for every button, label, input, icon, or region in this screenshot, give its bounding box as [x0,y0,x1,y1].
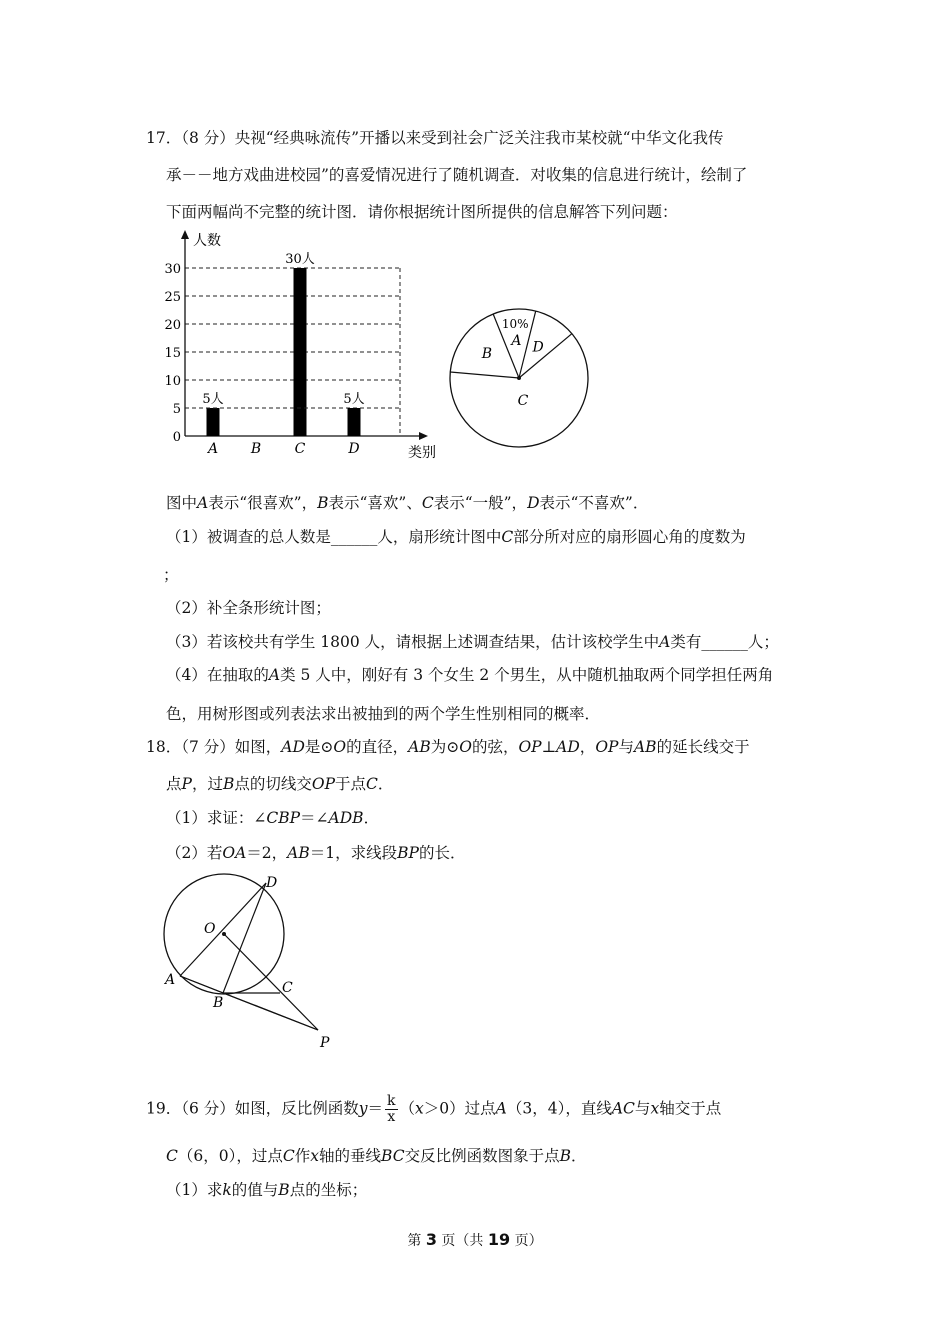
label-d: D [266,875,278,891]
x-tick-label: C [294,441,306,457]
pie-label-D: D [532,339,544,356]
geometry-figure [160,870,340,1055]
q19-part-1: （1）求k的值与B点的坐标； [166,1181,368,1199]
pie-chart [440,300,600,460]
bar-value-label: 5人 [343,392,365,407]
x-tick-label: D [348,441,360,457]
bar-chart [160,225,450,465]
page-footer: 第 3 页（共 19 页） [407,1230,543,1249]
page-number: 3 [425,1230,437,1249]
q19-line-2: C（6，0），过点C作x轴的垂线BC交反比例函数图象于点B． [166,1147,587,1165]
q18-line-2: 点P，过B点的切线交OP于点C． [166,775,394,793]
label-o: O [204,921,216,937]
y-tick-label: 0 [172,430,181,445]
segment-op [224,934,318,1030]
x-axis-arrow [419,432,428,440]
q17-part-1: （1）被调查的总人数是______人，扇形统计图中C部分所对应的扇形圆心角的度数为 [166,528,746,546]
pie-label-A: A [511,333,522,350]
label-c: C [282,980,293,996]
center-dot [222,932,226,936]
bar-A [207,408,220,436]
q17-part-1-end: ； [163,566,179,584]
label-a: A [165,972,176,988]
bar-value-label: 5人 [202,392,224,407]
y-tick-label: 20 [164,318,181,333]
q18-part-1: （1）求证：∠CBP＝∠ADB． [166,809,380,827]
bar-C [294,268,307,436]
segment-ad [180,883,266,976]
y-tick-label: 30 [164,262,181,277]
q17-line-1: 17．（8 分）央视“经典咏流传”开播以来受到社会广泛关注我市某校就“中华文化我传 [146,129,724,147]
y-tick-label: 10 [164,374,181,389]
y-tick-label: 5 [172,402,181,417]
pie-label-B: B [481,346,492,363]
x-tick-label: B [250,441,262,457]
q17-part-4-cont: 色，用树形图或列表法求出被抽到的两个学生性别相同的概率． [166,705,601,723]
q18-line-1: 18．（7 分）如图，AD是⊙O的直径，AB为⊙O的弦，OP⊥AD，OP与AB的延长线交于 [146,738,750,756]
q19-line-1: 19．（6 分）如图，反比例函数y＝ $\frac{k}{x}$ （x＞0）过点A（3，4），直线AC与x轴交于点 [146,1093,722,1125]
pie-label-C: C [517,393,529,409]
y-tick-label: 15 [164,346,181,361]
q17-line-2: 承－－地方戏曲进校园”的喜爱情况进行了随机调查．对收集的信息进行统计，绘制了 [166,166,748,184]
label-b: B [213,995,224,1011]
q18-part-2: （2）若OA＝2，AB＝1，求线段BP的长． [166,844,466,862]
x-axis-label: 类别 [408,445,436,461]
q17-legend: 图中A表示“很喜欢”，B表示“喜欢”、C表示“一般”，D表示“不喜欢”． [166,494,649,512]
bar-value-label: 30人 [285,252,315,267]
segment-ap-ext [180,976,318,1030]
label-p: P [320,1035,330,1051]
pie-center-dot [517,376,521,380]
pie-percent-label: 10% [501,317,529,332]
bar-D [348,408,361,436]
x-tick-label: A [207,441,219,457]
y-axis-arrow [181,230,189,239]
segment-bd [223,883,266,993]
y-axis-label: 人数 [193,233,221,249]
q17-part-2: （2）补全条形统计图； [166,599,331,617]
q17-line-3: 下面两幅尚不完整的统计图．请你根据统计图所提供的信息解答下列问题： [166,203,678,221]
y-tick-label: 25 [164,290,181,305]
q17-part-4: （4）在抽取的A类 5 人中，刚好有 3 个女生 2 个男生，从中随机抽取两个同学担任两角 [166,666,774,684]
page-total: 19 [487,1230,511,1249]
pie-divider [450,372,519,378]
q17-part-3: （3）若该校共有学生 1800 人，请根据上述调查结果，估计该校学生中A类有______人； [166,633,779,651]
pie-divider [519,334,572,378]
fraction-k-over-x: $\frac{k}{x}$ [387,1093,396,1125]
